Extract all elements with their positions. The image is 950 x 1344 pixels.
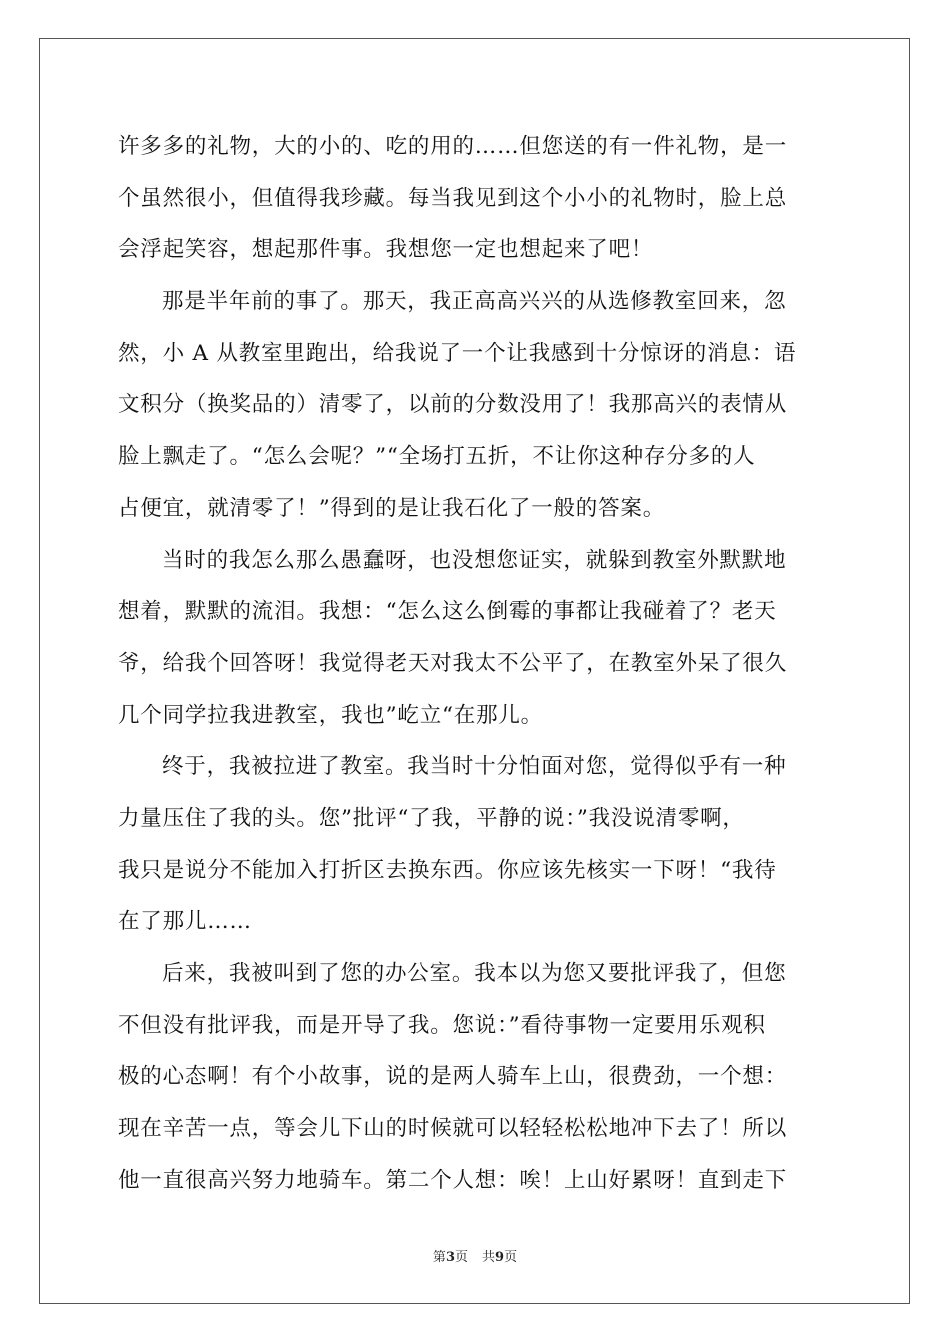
- text-line: 个虽然很小，但值得我珍藏。每当我见到这个小小的礼物时，脸上总: [118, 185, 788, 211]
- text-line: 终于，我被拉进了教室。我当时十分怕面对您，觉得似乎有一种: [162, 754, 787, 780]
- text-line: 那是半年前的事了。那天，我正高高兴兴的从选修教室回来，忽: [162, 289, 787, 315]
- footer-page-suffix: 页: [454, 1250, 468, 1265]
- footer-total-suffix: 页: [504, 1250, 518, 1265]
- text-line: 现在辛苦一点，等会儿下山的时候就可以轻轻松松地冲下去了！所以: [118, 1116, 788, 1142]
- text-line: 他一直很高兴努力地骑车。第二个人想：唉！上山好累呀！直到走下: [118, 1167, 788, 1193]
- total-pages-number: 9: [495, 1250, 505, 1265]
- text-line: 脸上飘走了。“怎么会呢？”“全场打五折，不让你这种存分多的人: [118, 444, 756, 470]
- text-line: 会浮起笑容，想起那件事。我想您一定也想起来了吧！: [118, 237, 654, 263]
- text-line: 文积分（换奖品的）清零了，以前的分数没用了！我那高兴的表情从: [118, 392, 788, 418]
- current-page-number: 3: [445, 1250, 455, 1265]
- text-line: 不但没有批评我，而是开导了我。您说：”看待事物一定要用乐观积: [118, 1012, 766, 1038]
- text-line: 当时的我怎么那么愚蠢呀，也没想您证实，就躲到教室外默默地: [162, 547, 787, 573]
- text-line: 爷，给我个回答呀！我觉得老天对我太不公平了，在教室外呆了很久: [118, 650, 788, 676]
- document-body: [118, 121, 836, 1206]
- text-line: 想着，默默的流泪。我想：“怎么这么倒霉的事都让我碰着了？老天: [118, 599, 777, 625]
- text-line: 极的心态啊！有个小故事，说的是两人骑车上山，很费劲，一个想：: [118, 1064, 788, 1090]
- text-line: 几个同学拉我进教室，我也”屹立“在那儿。: [118, 702, 543, 728]
- footer-total-prefix: 共: [482, 1250, 496, 1265]
- text-line: 力量压住了我的头。您”批评“了我，平静的说：”我没说清零啊，: [118, 805, 745, 831]
- text-line: 许多多的礼物，大的小的、吃的用的……但您送的有一件礼物，是一: [118, 134, 788, 159]
- text-line: 我只是说分不能加入打折区去换东西。你应该先核实一下呀！“我待: [118, 857, 777, 883]
- text-line: 后来，我被叫到了您的办公室。我本以为您又要批评我了，但您: [162, 961, 787, 986]
- text-line: 占便宜，就清零了！”得到的是让我石化了一般的答案。: [118, 495, 665, 521]
- text-line: 在了那儿……: [118, 909, 252, 935]
- text-line: 然，小 A 从教室里跑出，给我说了一个让我感到十分惊讶的消息：语: [118, 340, 797, 366]
- page-footer: [0, 1246, 950, 1265]
- footer-prefix: 第: [432, 1250, 446, 1265]
